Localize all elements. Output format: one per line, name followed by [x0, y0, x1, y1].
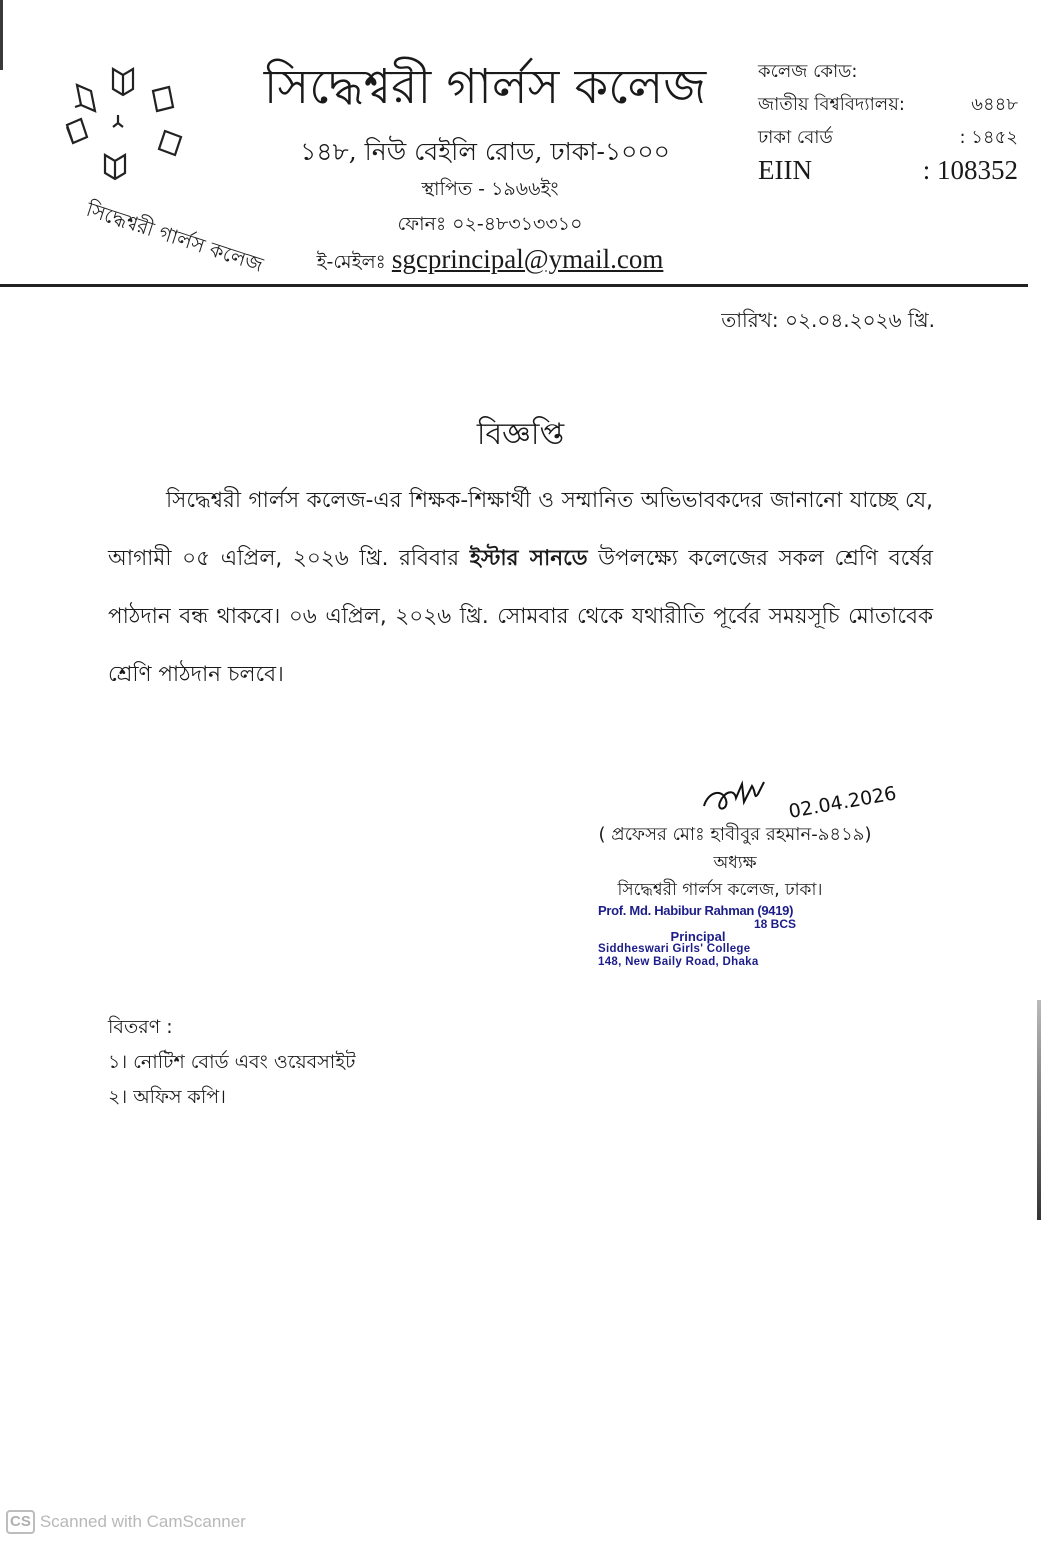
college-name: সিদ্ধেশ্বরী গার্লস কলেজ [263, 59, 707, 115]
signature-scribble-icon [690, 770, 899, 825]
nu-code-label: জাতীয় বিশ্ববিদ্যালয়: [758, 94, 905, 115]
stamp-address: 148, New Baily Road, Dhaka [598, 956, 759, 968]
stamp-college: Siddheswari Girls' College [598, 943, 751, 955]
stamp-bcs: 18 BCS [753, 917, 796, 931]
nu-code-value: ৬৪৪৮ [971, 94, 1018, 115]
notice-body-part1: সিদ্ধেশ্বরী গার্লস কলেজ-এর শিক্ষক-শিক্ষার্থী ও সম্মানিত অভিভাবকদের জানানো যাচ্ছে যে, আগামী ০৫ এপ্রিল, ২০২৬ খ্রি. রবিবার [108, 488, 933, 571]
scan-edge-right [1037, 1000, 1041, 1220]
email-label: ই-মেইলঃ [316, 251, 392, 273]
open-books-emblem-icon [25, 55, 267, 277]
handwritten-signature [690, 770, 899, 825]
codes-heading: কলেজ কোড: [758, 61, 858, 82]
email-row [280, 244, 700, 280]
board-code-label: ঢাকা বোর্ড [758, 127, 833, 148]
header-divider [0, 284, 1028, 287]
notice-body-highlight: ইস্টার সানডে [469, 546, 588, 571]
camscanner-logo-icon: CS [6, 1510, 35, 1534]
college-codes [758, 55, 1018, 187]
signatory-role: অধ্যক্ষ [713, 853, 757, 873]
college-logo [25, 55, 267, 277]
phone-number: ফোনঃ ০২-৪৮৩১৩৩১০ [397, 213, 583, 235]
scan-edge-left [0, 0, 3, 70]
board-code-value: : ১৪৫২ [959, 127, 1018, 148]
official-stamp [598, 903, 808, 969]
notice-title: বিজ্ঞপ্তি [476, 417, 565, 452]
camscanner-watermark [6, 1510, 246, 1534]
signatory-college: সিদ্ধেশ্বরী গার্লস কলেজ, ঢাকা। [617, 880, 823, 900]
watermark-text: Scanned with CamScanner [39, 1512, 246, 1531]
distribution-heading: বিতরণ : [108, 1016, 173, 1038]
distribution-item: ১। নোটিশ বোর্ড এবং ওয়েবসাইট [108, 1051, 356, 1073]
distribution-item: ২। অফিস কপি। [108, 1086, 226, 1108]
eiin-label: EIIN [758, 155, 812, 185]
stamp-title: Principal [670, 929, 726, 944]
stamp-name: Prof. Md. Habibur Rahman (9419) [598, 903, 794, 918]
eiin-row [758, 154, 1018, 187]
nu-code-row [758, 88, 1018, 121]
established-year: স্থাপিত - ১৯৬৬ইং [421, 178, 559, 200]
eiin-value: : 108352 [922, 155, 1018, 185]
svg-text:সিদ্ধেশ্বরী গার্লস কলেজ: সিদ্ধেশ্বরী গার্লস কলেজ [83, 196, 267, 277]
college-address: ১৪৮, নিউ বেইলি রোড, ঢাকা-১০০০ [300, 137, 670, 166]
notice-body [108, 472, 933, 704]
notice-date: তারিখ: ০২.০৪.২০২৬ খ্রি. [721, 308, 935, 332]
email-link[interactable]: sgcprincipal@ymail.com [391, 244, 664, 274]
svg-text:02.04.2026: 02.04.2026 [787, 782, 899, 823]
notice-body-part2: উপলক্ষ্যে কলেজের সকল শ্রেণি বর্ষের পাঠদান বন্ধ থাকবে। ০৬ এপ্রিল, ২০২৬ খ্রি. সোমবার থেকে যথারীতি পূর্বের সময়সূচি মোতাবেক শ্রেণি পাঠদান চলবে। [108, 546, 934, 687]
distribution-list [108, 1010, 508, 1115]
signatory-name: ( প্রফেসর মোঃ হাবীবুর রহমান-৯৪১৯) [598, 824, 872, 845]
board-code-row [758, 121, 1018, 154]
